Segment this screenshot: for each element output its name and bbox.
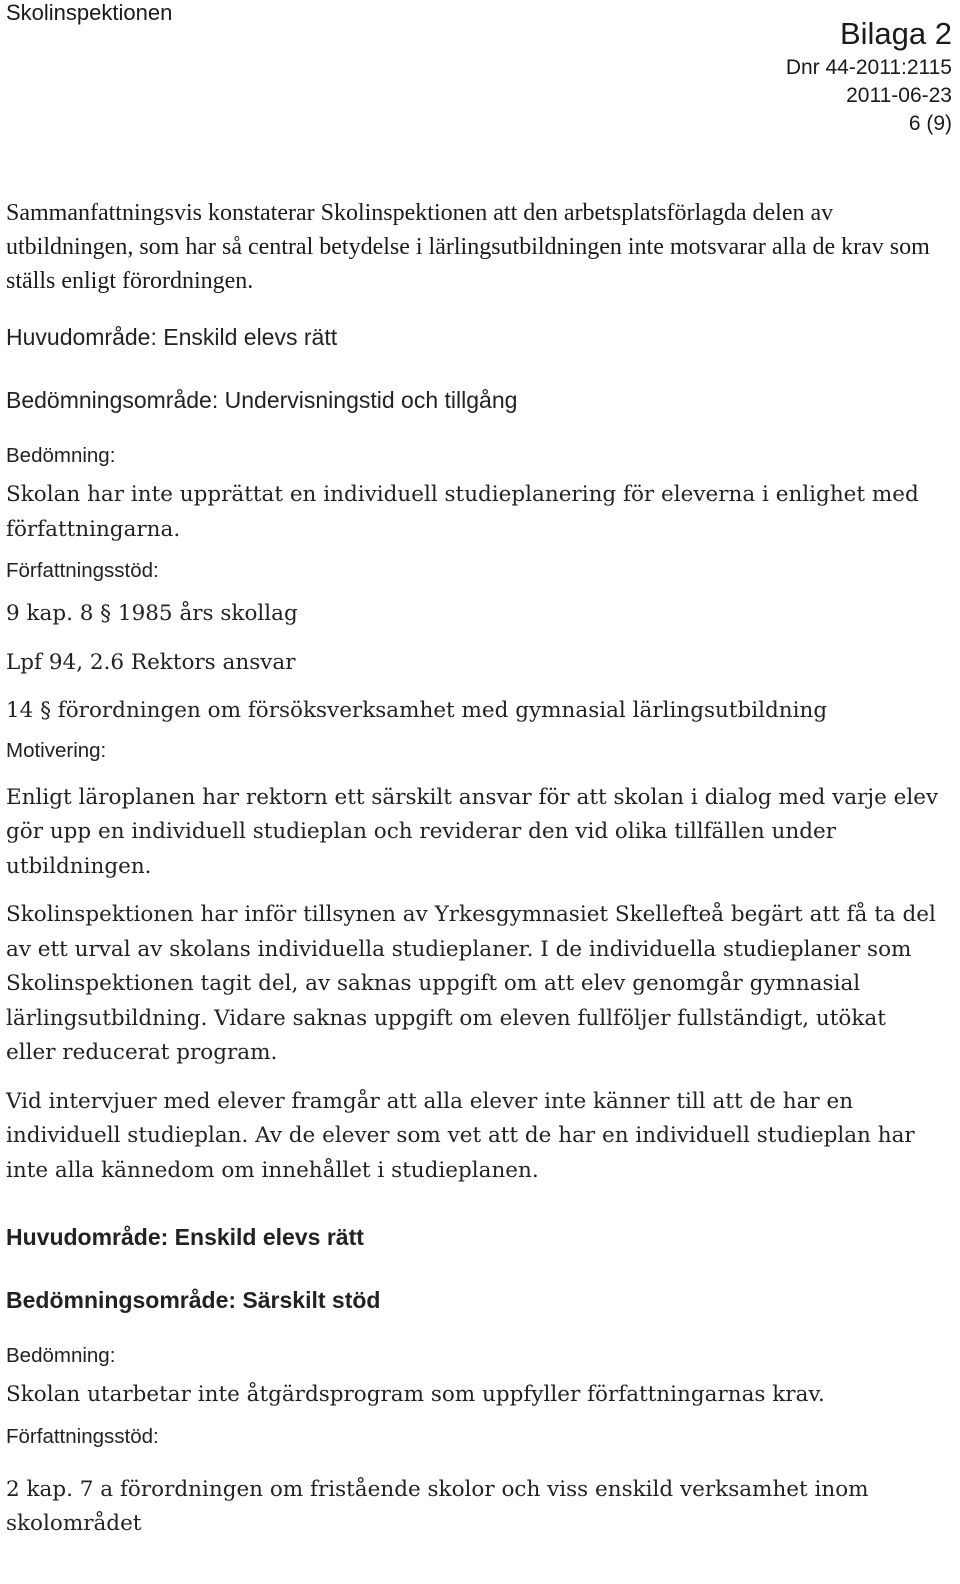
legal-support-label: Författningsstöd: — [6, 559, 159, 582]
legal-reference: 2 kap. 7 a förordningen om fristående skolor och viss enskild verksamhet inom skolområdet — [6, 1476, 869, 1536]
appendix-label: Bilaga 2 — [839, 16, 952, 51]
legal-reference: 9 kap. 8 § 1985 års skollag — [6, 601, 298, 626]
motivation-paragraph: Vid intervjuer med elever framgår att alla elever inte känner till att de har en individuell studieplan. Av de elever som vet att de har en individuell studieplan har inte alla kännedom om innehållet i studieplanen. — [6, 1088, 915, 1183]
assessment-area-heading: Bedömningsområde: Särskilt stöd — [6, 1287, 381, 1313]
document-meta — [786, 14, 952, 138]
organization-name: Skolinspektionen — [6, 0, 173, 25]
assessment-label: Bedömning: — [6, 444, 116, 467]
assessment-area-heading: Bedömningsområde: Undervisningstid och tillgång — [6, 387, 518, 413]
motivation-paragraph: Skolinspektionen har inför tillsynen av Yrkesgymnasiet Skellefteå begärt att få ta del av ett urval av skolans individuella studieplaner. I de individuella studieplaner som Skolinspektionen tagit del, av saknas uppgift om att elev genomgår gymnasial lärlingsutbildning. Vidare saknas uppgift om eleven fullföljer fullständigt, utökat eller reducerat program. — [6, 902, 936, 1065]
legal-reference: Lpf 94, 2.6 Rektors ansvar — [6, 649, 296, 675]
page-number: 6 (9) — [908, 112, 952, 135]
legal-reference: 14 § förordningen om försöksverksamhet med gymnasial lärlingsutbildning — [6, 698, 828, 723]
main-area-heading: Huvudområde: Enskild elevs rätt — [6, 1224, 364, 1250]
assessment-text: Skolan har inte upprättat en individuell studieplanering för eleverna i enlighet med författningarna. — [6, 482, 919, 542]
assessment-label: Bedömning: — [6, 1344, 116, 1367]
document-body — [6, 196, 942, 1542]
main-area-heading: Huvudområde: Enskild elevs rätt — [6, 324, 338, 350]
intro-paragraph: Sammanfattningsvis konstaterar Skolinspektionen att den arbetsplatsförlagda delen av utbildningen, som har så central betydelse i lärlingsutbildningen inte motsvarar alla de krav som ställs enligt förordningen. — [6, 200, 930, 294]
reference-number: Dnr 44-2011:2115 — [785, 56, 952, 79]
motivation-paragraph: Enligt läroplanen har rektorn ett särskilt ansvar för att skolan i dialog med varje elev gör upp en individuell studieplan och reviderar den vid olika tillfällen under utbildningen. — [6, 784, 939, 879]
legal-support-label: Författningsstöd: — [6, 1424, 159, 1448]
assessment-text: Skolan utarbetar inte åtgärdsprogram som uppfyller författningarnas krav. — [6, 1382, 825, 1407]
document-date: 2011-06-23 — [846, 84, 952, 107]
motivation-label: Motivering: — [6, 738, 107, 762]
